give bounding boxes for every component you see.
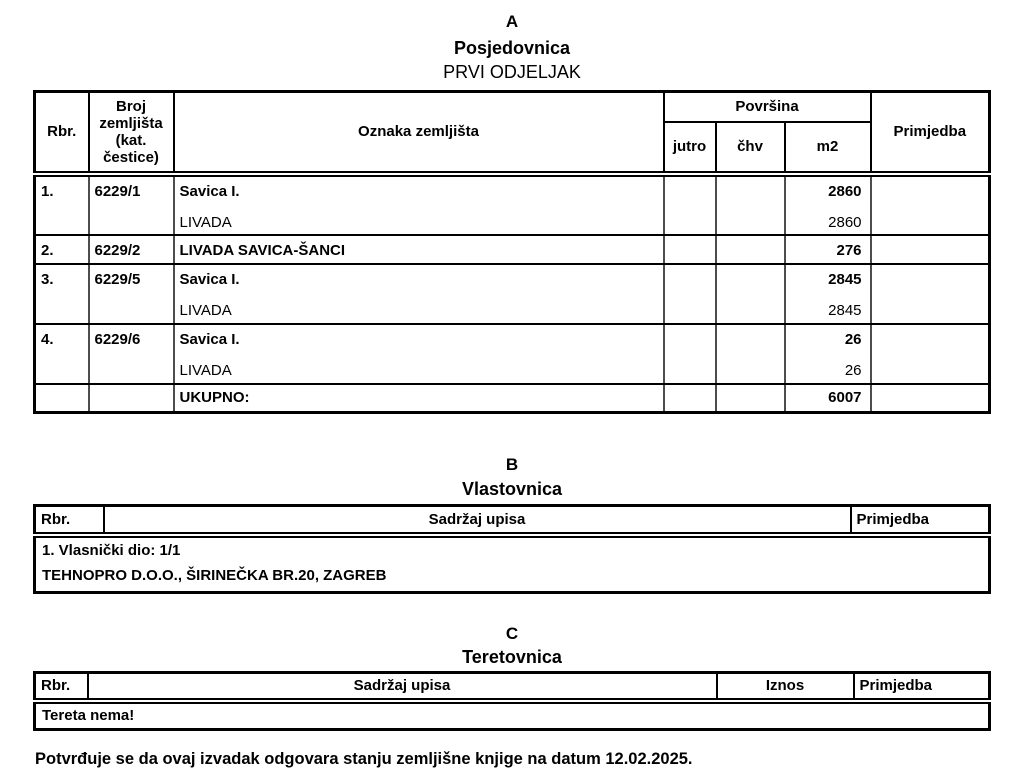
col-header-sadrzaj-upisa: Sadržaj upisa — [88, 673, 717, 701]
cell-jutro — [664, 235, 716, 264]
area-m2: 276 — [836, 241, 862, 259]
cell-primjedba — [871, 384, 990, 413]
parcel-culture: LIVADA — [179, 301, 232, 319]
cell-rbr — [35, 384, 89, 413]
col-header-iznos: Iznos — [717, 673, 854, 701]
cell-oznaka — [174, 324, 664, 384]
col-header-chv: čhv — [716, 122, 785, 174]
section-a-subtitle: PRVI ODJELJAK — [443, 62, 581, 82]
cell-rbr — [35, 324, 89, 384]
teretovnica-header — [35, 673, 990, 701]
header-row-1 — [35, 92, 990, 122]
parcel-number: 6229/5 — [94, 270, 141, 288]
encumbrance-row — [35, 701, 990, 730]
parcel-name: Savica I. — [179, 182, 240, 200]
row-number: 3. — [41, 270, 54, 288]
cell-broj — [89, 235, 174, 264]
teretovnica-table — [33, 671, 991, 731]
col-header-rbr: Rbr. — [35, 506, 104, 535]
ownership-cell — [35, 535, 990, 593]
total-label: UKUPNO: — [179, 388, 250, 406]
col-header-povrsina: Površina — [664, 92, 871, 122]
col-header-primjedba: Primjedba — [851, 506, 990, 535]
cell-chv — [716, 174, 785, 235]
cell-m2 — [785, 174, 871, 235]
parcel-number: 6229/1 — [94, 182, 141, 200]
col-header-primjedba: Primjedba — [854, 673, 990, 701]
owner-name: TEHNOPRO D.O.O., ŠIRINEČKA BR.20, ZAGREB — [42, 566, 387, 584]
cell-rbr — [35, 174, 89, 235]
section-b-letter: B — [505, 455, 519, 474]
cell-primjedba — [871, 324, 990, 384]
header-row — [35, 673, 990, 701]
header-row — [35, 506, 990, 535]
cell-chv — [716, 235, 785, 264]
cell-m2 — [785, 235, 871, 264]
col-header-rbr: Rbr. — [35, 92, 89, 174]
table-row — [35, 264, 990, 324]
cell-total-label — [174, 384, 664, 413]
col-header-jutro: jutro — [664, 122, 716, 174]
section-c-title: Teretovnica — [462, 647, 562, 667]
col-header-broj-zemljista: Broj zemljišta (kat. čestice) — [89, 92, 174, 174]
table-row — [35, 324, 990, 384]
area-m2: 26 — [844, 330, 862, 348]
cell-broj — [89, 324, 174, 384]
cell-m2 — [785, 324, 871, 384]
col-header-oznaka-zemljista: Oznaka zemljišta — [174, 92, 664, 174]
cell-m2 — [785, 264, 871, 324]
area-m2-sub: 2860 — [828, 213, 862, 231]
certification-note: Potvrđuje se da ovaj izvadak odgovara stanju zemljišne knjige na datum 12.02.2025. — [35, 750, 693, 768]
col-header-primjedba: Primjedba — [871, 92, 990, 174]
cell-chv — [716, 264, 785, 324]
cell-oznaka — [174, 264, 664, 324]
area-m2-sub: 2845 — [828, 301, 862, 319]
cell-broj — [89, 384, 174, 413]
parcel-culture: LIVADA — [179, 361, 232, 379]
area-m2: 2860 — [828, 182, 862, 200]
table-row — [35, 174, 990, 235]
total-m2: 6007 — [828, 388, 862, 406]
cell-jutro — [664, 174, 716, 235]
cell-chv — [716, 384, 785, 413]
cell-total-m2 — [785, 384, 871, 413]
parcel-name: Savica I. — [179, 270, 240, 288]
area-m2: 2845 — [828, 270, 862, 288]
posjedovnica-header — [35, 92, 990, 174]
ownership-share: 1. Vlasnički dio: 1/1 — [42, 541, 181, 559]
col-header-sadrzaj-upisa: Sadržaj upisa — [104, 506, 851, 535]
encumbrance-cell — [35, 701, 990, 730]
parcel-culture: LIVADA — [179, 213, 232, 231]
cell-primjedba — [871, 174, 990, 235]
section-c-letter: C — [505, 624, 519, 643]
total-row — [35, 384, 990, 413]
vlastovnica-body — [35, 535, 990, 593]
vlastovnica-table — [33, 504, 991, 594]
row-number: 1. — [41, 182, 54, 200]
row-number: 4. — [41, 330, 54, 348]
cell-jutro — [664, 384, 716, 413]
cell-rbr — [35, 264, 89, 324]
posjedovnica-table — [33, 90, 991, 414]
teretovnica-body — [35, 701, 990, 730]
col-header-m2: m2 — [785, 122, 871, 174]
parcel-number: 6229/2 — [94, 241, 141, 259]
parcel-name: Savica I. — [179, 330, 240, 348]
cell-jutro — [664, 264, 716, 324]
ownership-row — [35, 535, 990, 593]
cell-chv — [716, 324, 785, 384]
cell-oznaka — [174, 235, 664, 264]
cell-primjedba — [871, 235, 990, 264]
section-a-title: Posjedovnica — [453, 38, 571, 58]
area-m2-sub: 26 — [844, 361, 862, 379]
parcel-name: LIVADA SAVICA-ŠANCI — [179, 241, 346, 259]
cell-broj — [89, 264, 174, 324]
cell-oznaka — [174, 174, 664, 235]
encumbrance-text: Tereta nema! — [42, 706, 135, 724]
parcel-number: 6229/6 — [94, 330, 141, 348]
row-number: 2. — [41, 241, 54, 259]
section-b-title: Vlastovnica — [461, 479, 563, 499]
cell-primjedba — [871, 264, 990, 324]
cell-jutro — [664, 324, 716, 384]
cell-broj — [89, 174, 174, 235]
section-a-letter: A — [505, 12, 519, 31]
col-header-rbr: Rbr. — [35, 673, 88, 701]
table-row — [35, 235, 990, 264]
vlastovnica-header — [35, 506, 990, 535]
cell-rbr — [35, 235, 89, 264]
posjedovnica-body — [35, 174, 990, 413]
